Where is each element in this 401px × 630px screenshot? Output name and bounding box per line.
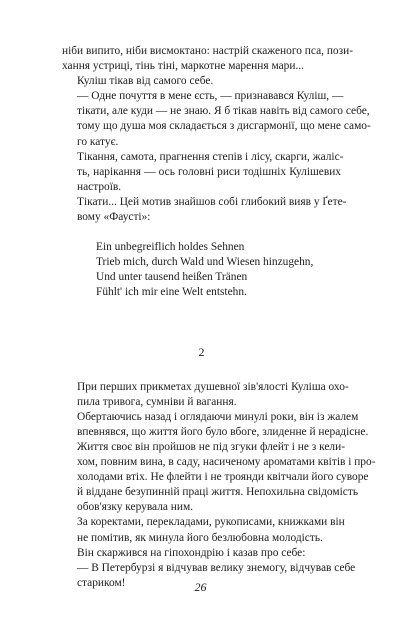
text-line: Тікати... Цей мотив знайшов собі глибокий вияв у Ґете- — [77, 195, 347, 208]
text-line: холодами втіх. Не флейти і не троянди квітчали його суворе — [77, 471, 369, 484]
chapter-number: 2 — [198, 344, 205, 359]
text-line: Він скаржився на гіпохондрію і казав про себе: — [77, 546, 306, 559]
text-line: Життя своє він пройшов не під згуки флейт і не з кели- — [77, 440, 345, 453]
book-page-text — [62, 44, 376, 591]
text-line: тому що душа моя складається з дисгармонії, що мене само- — [77, 120, 371, 133]
text-line: настроїв. — [77, 180, 122, 193]
text-line: Обертаючись назад і оглядаючи минулі роки, він із жалем — [77, 410, 359, 423]
text-line: й віддане безупинній праці життя. Непохильна свідомість — [77, 486, 359, 499]
text-line: ть, нарікання — ось головні риси тодішніх Кулішевих — [77, 165, 341, 178]
text-line: го катує. — [77, 135, 119, 148]
text-line: хом, повним вина, в саду, насиченому ароматами квітів і про- — [77, 456, 376, 469]
text-line: — В Петербурзі я відчував велику знемогу, відчував себе — [77, 561, 356, 574]
poem-line: Fühlt' ich mir eine Welt entstehn. — [96, 286, 247, 299]
text-line: стариком! — [77, 576, 126, 589]
text-block-bottom — [62, 380, 376, 591]
poem-line: Trieb mich, durch Wald und Wiesen hinzugehn, — [96, 256, 314, 269]
text-block-top — [62, 44, 371, 225]
paragraph — [62, 515, 345, 545]
text-line: впевнявся, що життя його було вбоге, злиденне й нерадісне. — [77, 425, 369, 438]
paragraph — [62, 546, 341, 561]
text-line: — Одне почуття в мене єсть, — признавався Куліш, — — [77, 90, 344, 103]
page-number: 26 — [194, 580, 207, 594]
poem-quote — [96, 240, 341, 300]
text-line: За коректами, перекладами, рукописами, книжками він — [77, 516, 345, 529]
paragraph — [62, 44, 353, 74]
paragraph — [62, 195, 347, 225]
poem-line: Ein unbegreiflich holdes Sehnen — [96, 241, 245, 254]
paragraph — [62, 380, 349, 410]
paragraph — [62, 410, 369, 440]
text-line: хання устриці, тінь тіні, маркотне марення мари... — [62, 60, 304, 73]
text-line: тікати, але куди — не знаю. Я б тікав навіть від самого себе, — [77, 105, 370, 118]
text-line: Тікання, самота, прагнення степів і лісу, скарги, жаліс- — [77, 150, 344, 163]
text-line: вому «Фаусті»: — [77, 211, 151, 224]
paragraph — [62, 150, 344, 195]
text-line: При перших прикметах душевної зів'ялості Куліша охо- — [77, 380, 349, 393]
text-line: пила тривога, сумніви й вагання. — [77, 395, 237, 408]
paragraph — [62, 74, 341, 89]
text-line: обов'язку керувала ним. — [77, 501, 194, 514]
poem-line: Und unter tausend heißen Tränen — [96, 271, 248, 284]
paragraph — [62, 440, 376, 515]
paragraph — [62, 89, 371, 149]
text-line: ніби випито, ніби висмоктано: настрій скаженого пса, пози- — [62, 45, 353, 57]
text-line: не помітив, як минула його безлюбовна молодість. — [77, 531, 323, 544]
text-line: Куліш тікав від самого себе. — [77, 75, 214, 88]
